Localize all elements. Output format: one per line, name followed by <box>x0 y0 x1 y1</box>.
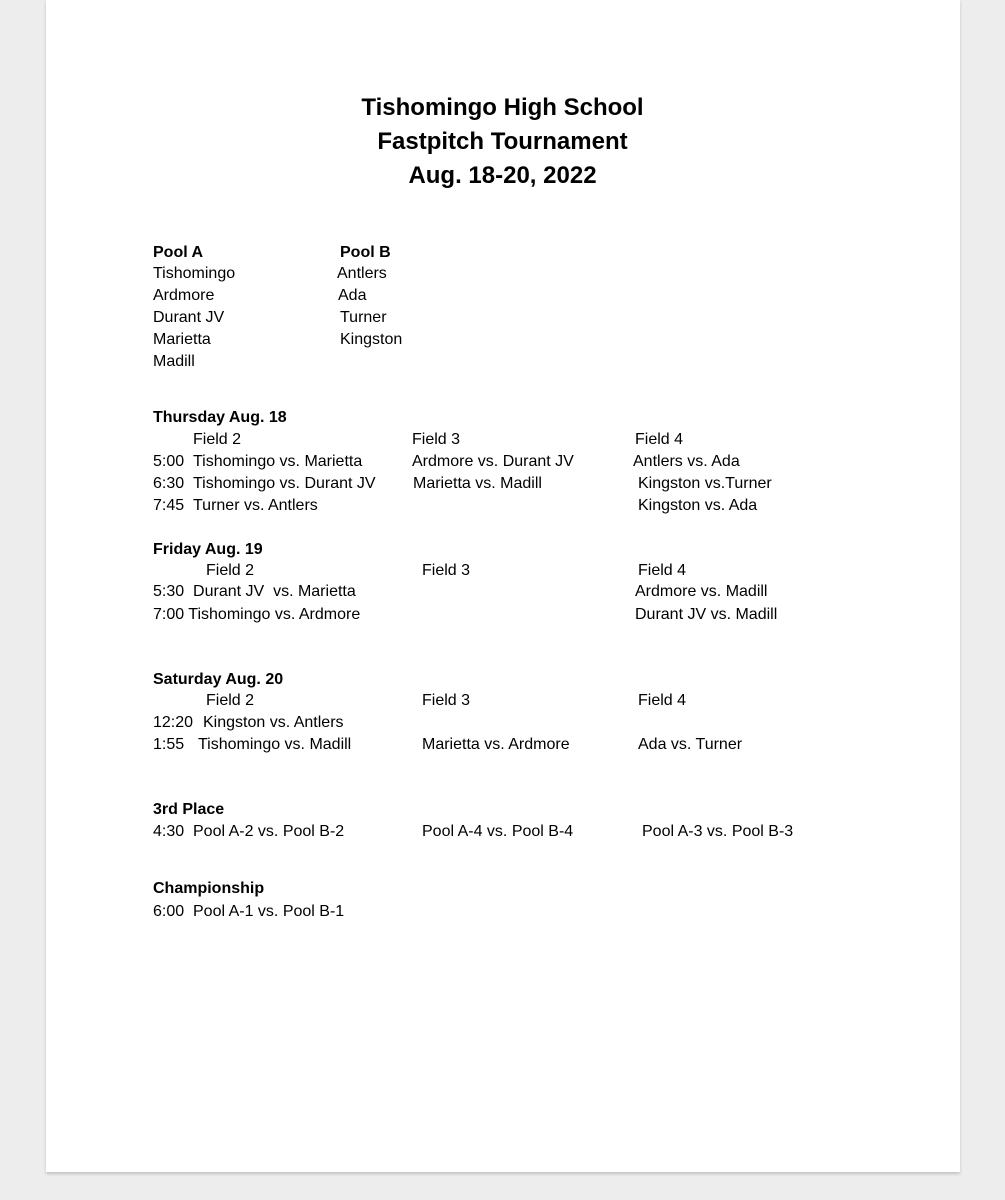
game-matchup: Ardmore vs. Durant JV <box>412 453 574 470</box>
pool-b-title: Pool B <box>340 244 391 261</box>
game-time: 4:30 <box>153 823 185 840</box>
game-line: 7:00 Tishomingo vs. Ardmore <box>153 606 361 623</box>
game-matchup: Marietta vs. Ardmore <box>422 736 570 753</box>
pool-b-team: Turner <box>340 309 387 326</box>
pool-a-team: Durant JV <box>153 309 225 326</box>
saturday-field-4-header: Field 4 <box>638 692 687 709</box>
game-line: 5:30 Durant JV vs. Marietta <box>153 583 356 600</box>
game-matchup: Pool A-2 vs. Pool B-2 <box>193 823 345 840</box>
pool-a-title: Pool A <box>153 244 204 261</box>
game-time: 1:55 <box>153 736 185 753</box>
pool-a-team: Tishomingo <box>153 265 236 282</box>
pool-b-team: Kingston <box>340 331 403 348</box>
friday-field-3-header: Field 3 <box>422 562 471 579</box>
game-matchup: Pool A-1 vs. Pool B-1 <box>193 903 345 920</box>
saturday-field-3-header: Field 3 <box>422 692 471 709</box>
pool-a-team: Marietta <box>153 331 211 348</box>
friday-field-2-header: Field 2 <box>206 562 255 579</box>
pool-b-team: Ada <box>338 287 367 304</box>
game-matchup: Marietta vs. Madill <box>413 475 542 492</box>
game-time: 6:30 <box>153 475 185 492</box>
tournament-title: Fastpitch Tournament <box>377 128 628 155</box>
school-title: Tishomingo High School <box>361 94 644 121</box>
pool-b-team: Antlers <box>337 265 387 282</box>
game-time: 12:20 <box>153 714 194 731</box>
friday-heading: Friday Aug. 19 <box>153 541 263 558</box>
game-matchup: Turner vs. Antlers <box>193 497 318 514</box>
pool-a-team: Madill <box>153 353 195 370</box>
saturday-heading: Saturday Aug. 20 <box>153 671 284 688</box>
thursday-field-4-header: Field 4 <box>635 431 684 448</box>
game-matchup: Pool A-3 vs. Pool B-3 <box>642 823 794 840</box>
championship-heading: Championship <box>153 880 265 897</box>
third-place-heading: 3rd Place <box>153 801 225 818</box>
game-time: 7:45 <box>153 497 185 514</box>
game-matchup: Pool A-4 vs. Pool B-4 <box>422 823 574 840</box>
game-matchup: Antlers vs. Ada <box>633 453 740 470</box>
thursday-field-3-header: Field 3 <box>412 431 461 448</box>
thursday-field-2-header: Field 2 <box>193 431 242 448</box>
game-matchup: Tishomingo vs. Madill <box>198 736 352 753</box>
game-matchup: Kingston vs. Ada <box>638 497 758 514</box>
game-matchup: Ardmore vs. Madill <box>635 583 768 600</box>
thursday-heading: Thursday Aug. 18 <box>153 409 287 426</box>
saturday-field-2-header: Field 2 <box>206 692 255 709</box>
friday-field-4-header: Field 4 <box>638 562 687 579</box>
game-time: 6:00 <box>153 903 185 920</box>
game-matchup: Tishomingo vs. Marietta <box>193 453 363 470</box>
game-matchup: Ada vs. Turner <box>638 736 743 753</box>
pool-a-team: Ardmore <box>153 287 215 304</box>
game-matchup: Tishomingo vs. Durant JV <box>193 475 376 492</box>
game-matchup: Durant JV vs. Madill <box>635 606 778 623</box>
game-matchup: Kingston vs. Antlers <box>203 714 344 731</box>
game-time: 5:00 <box>153 453 185 470</box>
tournament-dates: Aug. 18-20, 2022 <box>408 162 597 189</box>
game-matchup: Kingston vs.Turner <box>638 475 772 492</box>
